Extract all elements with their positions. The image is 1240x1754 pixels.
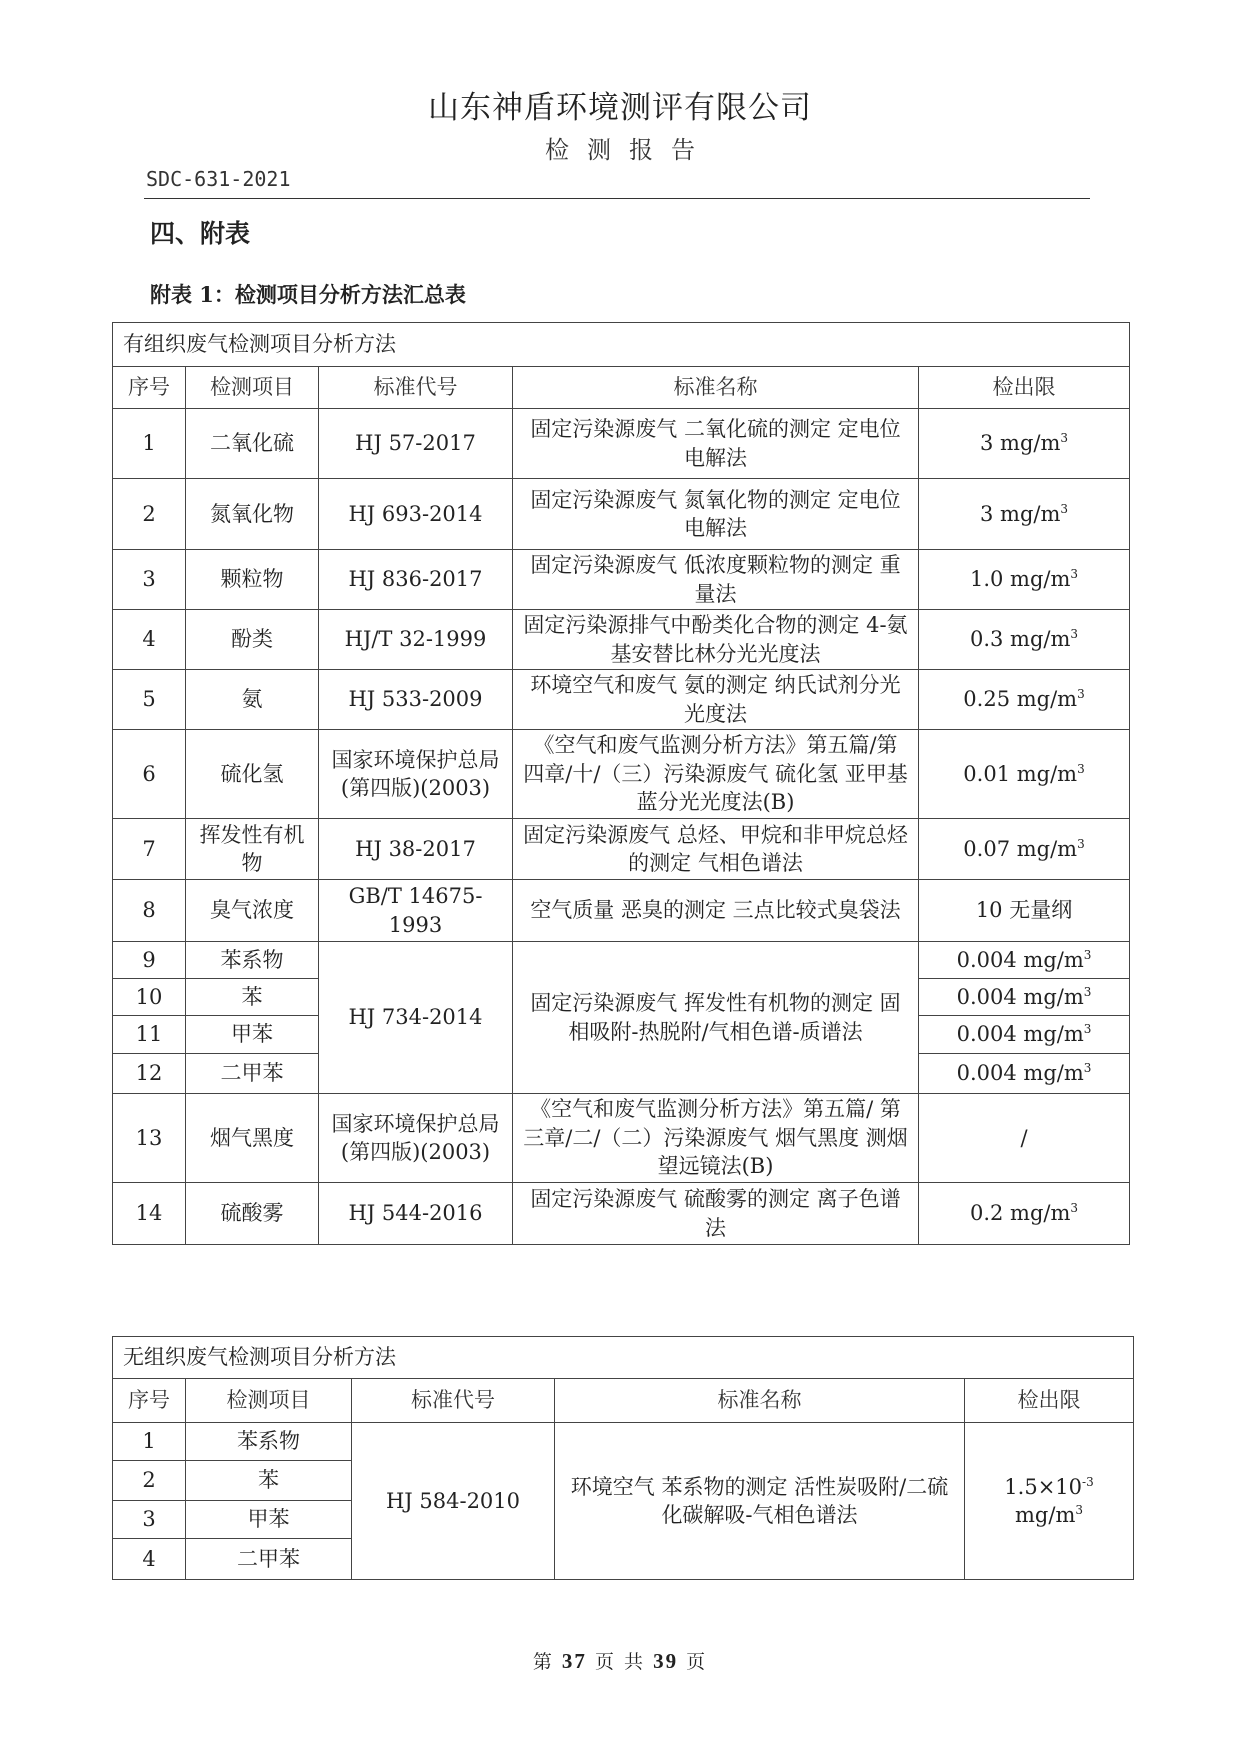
standard-code: HJ 57-2017: [319, 409, 513, 479]
detection-limit: [919, 942, 1130, 979]
detection-limit: [919, 479, 1130, 550]
standard-name: 固定污染源排气中酚类化合物的测定 4-氨基安替比林分光光度法: [513, 610, 919, 670]
table-row: [113, 550, 1130, 610]
row-number: 12: [113, 1054, 186, 1094]
table-row: [113, 1423, 1134, 1461]
detection-limit: [919, 550, 1130, 610]
test-item: 二甲苯: [186, 1539, 352, 1580]
unit-exponent: 3: [1070, 567, 1079, 582]
standard-code: HJ 693-2014: [319, 479, 513, 550]
detection-limit: [919, 1094, 1130, 1183]
limit-value: 10 无量纲: [975, 898, 1073, 923]
test-item: 苯系物: [186, 942, 319, 979]
col-header-no: 序号: [113, 1379, 186, 1423]
table-row: [113, 479, 1130, 550]
unit-exponent: 3: [1077, 687, 1085, 702]
limit-value: 0.07 mg/m: [963, 836, 1078, 861]
organized-methods-table: [112, 322, 1130, 1245]
standard-name: 环境空气和废气 氨的测定 纳氏试剂分光光度法: [513, 670, 919, 730]
standard-code: HJ 734-2014: [319, 942, 513, 1094]
row-number: 10: [113, 979, 186, 1016]
detection-limit: [919, 880, 1130, 942]
table-row: [113, 1183, 1130, 1245]
footer-prefix: 第: [532, 1651, 554, 1673]
table-row: [113, 670, 1130, 730]
test-item: 氨: [186, 670, 319, 730]
col-header-item: 检测项目: [186, 1379, 352, 1423]
limit-value: 1.5×10: [1004, 1474, 1083, 1499]
unorganized-methods-table: [112, 1336, 1134, 1580]
limit-value: 0.004 mg/m: [956, 1061, 1084, 1086]
limit-unit: mg/m: [1015, 1503, 1076, 1527]
row-number: 2: [113, 1461, 186, 1501]
test-item: 挥发性有机物: [186, 819, 319, 880]
col-header-item: 检测项目: [186, 367, 319, 409]
test-item: 二氧化硫: [186, 409, 319, 479]
standard-name: 空气质量 恶臭的测定 三点比较式臭袋法: [513, 880, 919, 942]
limit-value: 0.004 mg/m: [956, 984, 1084, 1009]
row-number: 11: [113, 1016, 186, 1054]
col-header-no: 序号: [113, 367, 186, 409]
header-row: [113, 1379, 1134, 1423]
footer-suffix: 页: [686, 1651, 708, 1673]
col-header-name: 标准名称: [513, 367, 919, 409]
standard-name: 固定污染源废气 低浓度颗粒物的测定 重量法: [513, 550, 919, 610]
row-number: 7: [113, 819, 186, 880]
unit-exponent: 3: [1077, 836, 1085, 851]
standard-name: 固定污染源废气 硫酸雾的测定 离子色谱法: [513, 1183, 919, 1245]
limit-value: 3 mg/m: [980, 431, 1061, 456]
standard-name: 环境空气 苯系物的测定 活性炭吸附/二硫化碳解吸-气相色谱法: [555, 1423, 965, 1580]
table-row: [113, 819, 1130, 880]
unit-exponent: 3: [1083, 984, 1092, 999]
row-number: 9: [113, 942, 186, 979]
detection-limit: [919, 1054, 1130, 1094]
test-item: 甲苯: [186, 1501, 352, 1539]
unit-exponent: 3: [1077, 761, 1085, 776]
detection-limit: [919, 730, 1130, 819]
standard-code: GB/T 14675-1993: [319, 880, 513, 942]
limit-exponent: -3: [1082, 1474, 1094, 1489]
unit-exponent: 3: [1083, 947, 1092, 962]
col-header-limit: 检出限: [919, 367, 1130, 409]
test-item: 烟气黑度: [186, 1094, 319, 1183]
limit-value: 0.004 mg/m: [956, 1022, 1084, 1047]
col-header-limit: 检出限: [965, 1379, 1134, 1423]
test-item: 甲苯: [186, 1016, 319, 1054]
standard-name: 《空气和废气监测分析方法》第五篇/ 第三章/二/（二）污染源废气 烟气黑度 测烟望远镜法(B): [513, 1094, 919, 1183]
standard-name: 《空气和废气监测分析方法》第五篇/第四章/十/（三）污染源废气 硫化氢 亚甲基蓝分光光度法(B): [513, 730, 919, 819]
row-number: 2: [113, 479, 186, 550]
unit-exponent: 3: [1083, 1022, 1092, 1037]
detection-limit: [919, 979, 1130, 1016]
header-rule: [144, 198, 1090, 199]
table-row: [113, 409, 1130, 479]
total-page-count: 39: [653, 1649, 679, 1673]
test-item: 氮氧化物: [186, 479, 319, 550]
standard-name: 固定污染源废气 氮氧化物的测定 定电位电解法: [513, 479, 919, 550]
col-header-name: 标准名称: [555, 1379, 965, 1423]
detection-limit: [919, 1016, 1130, 1054]
standard-code: HJ 544-2016: [319, 1183, 513, 1245]
row-number: 3: [113, 1501, 186, 1539]
limit-value: 0.3 mg/m: [969, 627, 1071, 652]
test-item: 苯: [186, 1461, 352, 1501]
standard-name: 固定污染源废气 挥发性有机物的测定 固相吸附-热脱附/气相色谱-质谱法: [513, 942, 919, 1094]
section-title: 四、附表: [150, 219, 251, 248]
standard-code: HJ 584-2010: [352, 1423, 555, 1580]
test-item: 颗粒物: [186, 550, 319, 610]
row-number: 1: [113, 1423, 186, 1461]
page-footer: [0, 1647, 1240, 1674]
detection-limit: [965, 1423, 1134, 1580]
unit-exponent: 3: [1075, 1503, 1084, 1517]
limit-value: 0.004 mg/m: [956, 947, 1084, 972]
unit-exponent: 3: [1060, 431, 1069, 446]
current-page-number: 37: [561, 1649, 587, 1673]
footer-middle: 页 共: [594, 1651, 646, 1673]
limit-value: 0.25 mg/m: [963, 687, 1078, 712]
detection-limit: [919, 670, 1130, 730]
row-number: 6: [113, 730, 186, 819]
row-number: 4: [113, 610, 186, 670]
limit-value: 0.2 mg/m: [969, 1201, 1071, 1226]
table-row: [113, 610, 1130, 670]
test-item: 臭气浓度: [186, 880, 319, 942]
document-number: SDC-631-2021: [146, 167, 291, 191]
table-row: [113, 880, 1130, 942]
row-number: 8: [113, 880, 186, 942]
table-row: [113, 1094, 1130, 1183]
standard-code: HJ 533-2009: [319, 670, 513, 730]
row-number: 14: [113, 1183, 186, 1245]
row-number: 1: [113, 409, 186, 479]
standard-code: HJ 38-2017: [319, 819, 513, 880]
row-number: 3: [113, 550, 186, 610]
standard-code: 国家环境保护总局 (第四版)(2003): [319, 1094, 513, 1183]
limit-value: 0.01 mg/m: [963, 761, 1078, 786]
standard-code: HJ/T 32-1999: [319, 610, 513, 670]
test-item: 苯系物: [186, 1423, 352, 1461]
report-subtitle: 检测报告: [545, 136, 713, 164]
table-row: [113, 730, 1130, 819]
company-name: 山东神盾环境测评有限公司: [428, 90, 812, 126]
standard-name: 固定污染源废气 总烃、甲烷和非甲烷总烃的测定 气相色谱法: [513, 819, 919, 880]
limit-value: 1.0 mg/m: [969, 567, 1071, 592]
detection-limit: [919, 610, 1130, 670]
unorganized-group-title: 无组织废气检测项目分析方法: [113, 1337, 1134, 1379]
detection-limit: [919, 409, 1130, 479]
row-number: 4: [113, 1539, 186, 1580]
limit-value: 3 mg/m: [980, 501, 1061, 526]
standard-name: 固定污染源废气 二氧化硫的测定 定电位电解法: [513, 409, 919, 479]
table-caption: 附表 1：检测项目分析方法汇总表: [150, 282, 466, 307]
organized-group-title: 有组织废气检测项目分析方法: [113, 323, 1130, 367]
unit-exponent: 3: [1083, 1061, 1092, 1076]
unit-exponent: 3: [1070, 627, 1079, 642]
limit-value: /: [1020, 1125, 1028, 1150]
unit-exponent: 3: [1060, 501, 1069, 516]
test-item: 硫化氢: [186, 730, 319, 819]
col-header-code: 标准代号: [352, 1379, 555, 1423]
test-item: 酚类: [186, 610, 319, 670]
row-number: 13: [113, 1094, 186, 1183]
detection-limit: [919, 1183, 1130, 1245]
detection-limit: [919, 819, 1130, 880]
standard-code: 国家环境保护总局 (第四版)(2003): [319, 730, 513, 819]
standard-code: HJ 836-2017: [319, 550, 513, 610]
unit-exponent: 3: [1070, 1201, 1079, 1216]
table-row: [113, 942, 1130, 979]
header-row: [113, 367, 1130, 409]
test-item: 二甲苯: [186, 1054, 319, 1094]
test-item: 硫酸雾: [186, 1183, 319, 1245]
col-header-code: 标准代号: [319, 367, 513, 409]
test-item: 苯: [186, 979, 319, 1016]
row-number: 5: [113, 670, 186, 730]
